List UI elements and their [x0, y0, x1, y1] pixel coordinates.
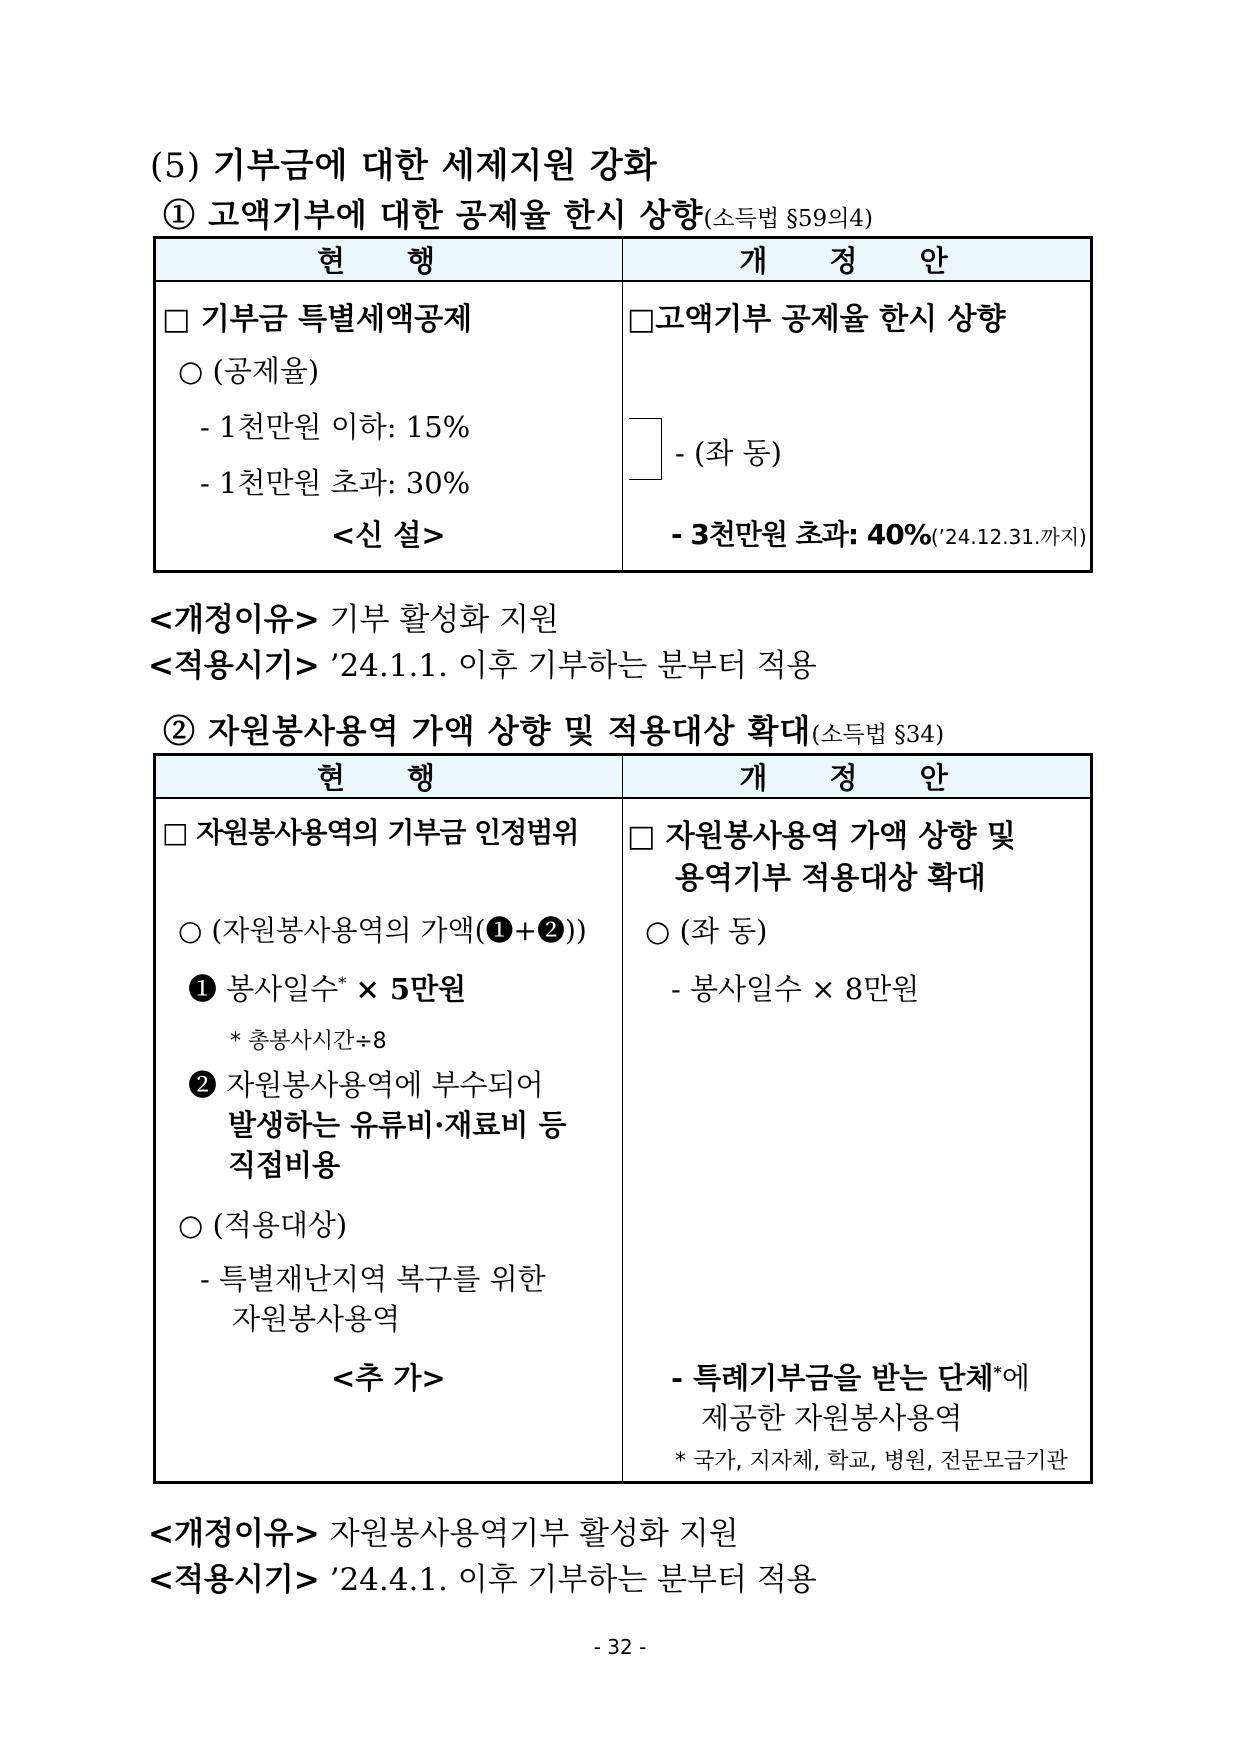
revised-box-title-line1: □ 자원봉사용역 가액 상향 및 [627, 819, 1016, 854]
sub1-law-ref: (소득법 §59의4) [703, 206, 874, 232]
apply-label: <적용시기> [148, 1562, 320, 1598]
current-value-label: ○ (자원봉사용역의 가액(❶+❷)) [178, 914, 587, 947]
add-mark: <추 가> [331, 1361, 446, 1395]
current-rate-label: ○ (공제율) [178, 354, 320, 388]
reason-2 [148, 1508, 739, 1553]
current-target-label: ○ (적용대상) [178, 1208, 348, 1242]
header-current: 현 행 [155, 755, 623, 799]
revised-column [623, 281, 1092, 572]
new-item-text: - 특례기부금을 받는 단체 [671, 1361, 994, 1395]
new-item-star: * [993, 1362, 1002, 1382]
section-number: (5) [150, 146, 202, 186]
revised-new-item-line1 [671, 1356, 1030, 1397]
sub1-title [163, 190, 873, 236]
current-note1: * 총봉사시간÷8 [230, 1029, 387, 1054]
reason-1 [148, 594, 559, 639]
revised-new-item-text: - 3천만원 초과: 40% [671, 518, 931, 551]
section-title-text: 기부금에 대한 세제지원 강화 [212, 146, 658, 186]
current-box-title: □ 자원봉사용역의 기부금 인정범위 [162, 816, 579, 849]
revised-same: ○ (좌 동) [645, 914, 768, 948]
reason-text: 자원봉사용역기부 활성화 지원 [329, 1516, 739, 1552]
revised-box-title-line2: 용역기부 적용대상 확대 [675, 861, 986, 896]
revised-new-item-line2: 제공한 자원봉사용역 [701, 1401, 963, 1435]
comparison-table-1 [153, 236, 1093, 573]
header-revised: 개 정 안 [623, 238, 1092, 282]
new-item-tail: 에 [1001, 1361, 1030, 1395]
current-item2-line1: ❷ 자원봉사용역에 부수되어 [188, 1068, 544, 1102]
current-item2-line2: 발생하는 유류비·재료비 등 [228, 1108, 567, 1142]
apply-text: ’24.4.1. 이후 기부하는 분부터 적용 [329, 1562, 817, 1598]
header-revised: 개 정 안 [623, 755, 1092, 799]
bracket-mark [629, 418, 662, 480]
current-item1 [188, 967, 466, 1008]
header-current: 현 행 [155, 238, 623, 282]
sub2-law-ref: (소득법 §34) [811, 722, 945, 748]
item1-star: * [338, 973, 347, 993]
comparison-table-2 [153, 753, 1093, 1484]
reason-label: <개정이유> [148, 1516, 320, 1552]
sub1-title-text: ① 고액기부에 대한 공제율 한시 상향 [163, 196, 704, 234]
item1-tail: × 5만원 [355, 972, 467, 1006]
current-column [155, 798, 623, 1483]
sub2-title-text: ② 자원봉사용역 가액 상향 및 적용대상 확대 [163, 712, 812, 750]
revised-item1: - 봉사일수 × 8만원 [671, 972, 920, 1006]
revised-note: * 국가, 지자체, 학교, 병원, 전문모금기관 [675, 1449, 1068, 1474]
page-number: - 32 - [593, 1635, 647, 1659]
current-column [155, 281, 623, 572]
apply-1 [148, 640, 817, 685]
current-item2-line3: 직접비용 [228, 1148, 341, 1182]
sub2-title [163, 706, 944, 752]
current-item3-line1: - 특별재난지역 복구를 위한 [200, 1262, 546, 1296]
revised-new-item-note: (’24.12.31.까지) [930, 525, 1087, 549]
new-mark: <신 설> [331, 518, 446, 552]
revised-new-item [671, 513, 1087, 553]
current-item: - 1천만원 초과: 30% [200, 466, 471, 500]
apply-text: ’24.1.1. 이후 기부하는 분부터 적용 [329, 648, 817, 684]
current-item: - 1천만원 이하: 15% [200, 410, 471, 444]
reason-label: <개정이유> [148, 602, 320, 638]
apply-label: <적용시기> [148, 648, 320, 684]
revised-same: - (좌 동) [675, 436, 782, 470]
revised-column [623, 798, 1092, 1483]
apply-2 [148, 1554, 817, 1599]
reason-text: 기부 활성화 지원 [329, 602, 559, 638]
item1-text: ❶ 봉사일수 [188, 972, 339, 1006]
current-item3-line2: 자원봉사용역 [232, 1302, 401, 1336]
current-box-title: □ 기부금 특별세액공제 [162, 302, 473, 337]
revised-box-title: □고액기부 공제율 한시 상향 [627, 302, 1006, 337]
section-title [150, 138, 658, 187]
